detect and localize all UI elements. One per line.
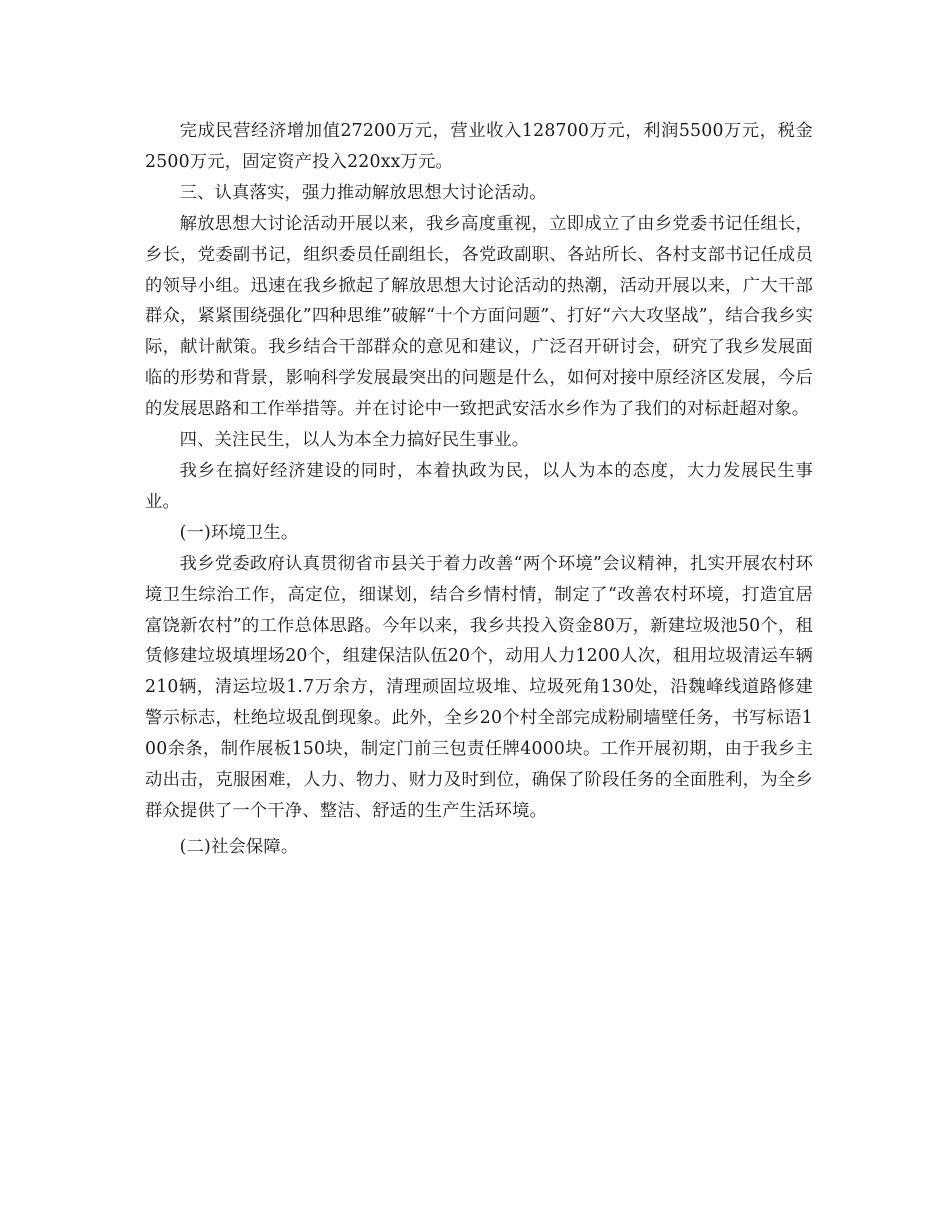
paragraph-environment: 我乡党委政府认真贯彻省市县关于着力改善“两个环境”会议精神，扎实开展农村环境卫生综治工作，高定位，细谋划，结合乡情村情，制定了“改善农村环境，打造宜居富饶新农村”的工作总体思路。今年以来，我乡共投入资金80万，新建垃圾池50个，租赁修建垃圾填埋场20个，组建保洁队伍20个，动用人力1200人次，租用垃圾清运车辆210辆，清运垃圾1.7万余方，清理顽固垃圾堆、垃圾死角130处，沿魏峰线道路修建警示标志，杜绝垃圾乱倒现象。此外，全乡20个村全部完成粉刷墙壁任务，书写标语100余条，制作展板150块，制定门前三包责任牌4000块。工作开展初期，由于我乡主动出击，克服困难，人力、物力、财力及时到位，确保了阶段任务的全面胜利，为全乡群众提供了一个干净、整洁、舒适的生产生活环境。 [145, 553, 813, 821]
paragraph-livelihood-intro: 我乡在搞好经济建设的同时，本着执政为民，以人为本的态度，大力发展民生事业。 [145, 460, 813, 512]
paragraph-economic-figures: 完成民营经济增加值27200万元，营业收入128700万元，利润5500万元，税金2500万元，固定资产投入220xx万元。 [145, 121, 813, 172]
subheading-social-security: (二)社会保障。 [179, 836, 299, 857]
subheading-environment: (一)环境卫生。 [179, 522, 299, 543]
paragraph-discussion-activity: 解放思想大讨论活动开展以来，我乡高度重视，立即成立了由乡党委书记任组长，乡长，党委副书记，组织委员任副组长，各党政副职、各站所长、各村支部书记任成员的领导小组。迅速在我乡掀起了解放思想大讨论活动的热潮，活动开展以来，广大干部群众，紧紧围绕强化”四种思维”破解“十个方面问题”、打好“六大攻坚战”，结合我乡实际，献计献策。我乡结合干部群众的意见和建议，广泛召开研讨会，研究了我乡发展面临的形势和背景，影响科学发展最突出的问题是什么，如何对接中原经济区发展，今后的发展思路和工作举措等。并在讨论中一致把武安活水乡作为了我们的对标赶超对象。 [145, 213, 813, 420]
section-heading-3: 三、认真落实，强力推动解放思想大讨论活动。 [179, 182, 547, 203]
document-body [145, 116, 813, 863]
section-heading-4: 四、关注民生，以人为本全力搞好民生事业。 [179, 430, 530, 451]
